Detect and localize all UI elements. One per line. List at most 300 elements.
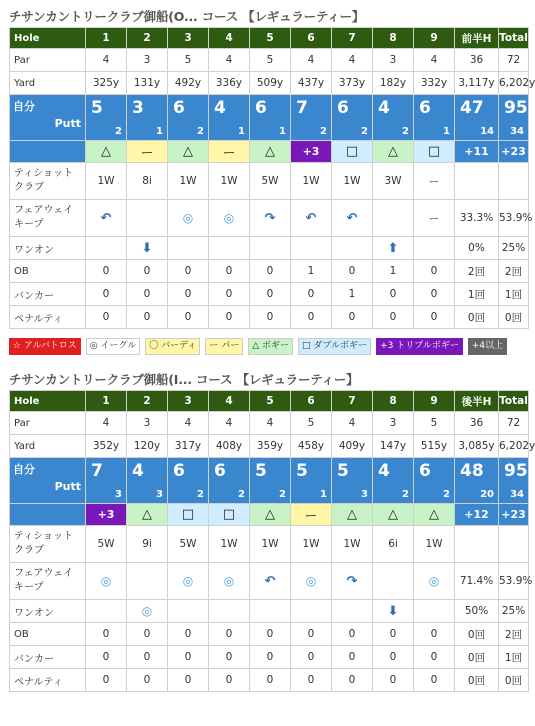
penalty-cell: 0 — [209, 669, 250, 692]
onon-cell-hole-6 — [332, 600, 373, 623]
half-strokes: 47 — [460, 98, 484, 118]
ob-cell: 0 — [209, 260, 250, 283]
score-cell — [127, 458, 168, 504]
bunker-cell: 0 — [127, 283, 168, 306]
half-fairway: 33.3% — [455, 200, 499, 237]
onon-row — [10, 237, 529, 260]
penalty-cell: 0 — [127, 669, 168, 692]
fairway-cell-hole-5 — [291, 200, 332, 237]
putts-value: 2 — [197, 126, 204, 137]
legend-item-par: ー パー — [205, 338, 243, 355]
hole-label: Hole — [10, 28, 86, 49]
fairway-cell-hole-0 — [86, 563, 127, 600]
total-par: 72 — [499, 412, 529, 435]
putts-value: 1 — [443, 126, 450, 137]
fairway-cell-hole-5 — [291, 563, 332, 600]
putts-value: 3 — [156, 489, 163, 500]
half-fairway: 71.4% — [455, 563, 499, 600]
total-tee — [499, 163, 529, 200]
strokes-value: 4 — [132, 461, 144, 481]
total-fairway: 53.9% — [499, 200, 529, 237]
ob-cell: 0 — [127, 623, 168, 646]
score-cell — [332, 458, 373, 504]
hole-number: 2 — [127, 28, 168, 49]
fairway-cell-hole-7 — [373, 200, 414, 237]
tee-row — [10, 163, 529, 200]
yard-cell: 409y — [332, 435, 373, 458]
hole-number: 7 — [332, 391, 373, 412]
legend-item-double: □ ダブルボギー — [298, 338, 371, 355]
onon-cell-hole-4 — [250, 600, 291, 623]
onon-cell-hole-4 — [250, 237, 291, 260]
strokes-value: 4 — [378, 98, 390, 118]
tee-club-cell: 1W — [332, 526, 373, 563]
half-bunker: 1回 — [455, 283, 499, 306]
fairway-cell-hole-1 — [127, 563, 168, 600]
onon-label: ワンオン — [10, 600, 86, 623]
par-cell: 5 — [291, 412, 332, 435]
penalty-cell: 0 — [127, 306, 168, 329]
score-cell — [86, 458, 127, 504]
legend-item-four_plus: +4以上 — [468, 338, 507, 355]
curve-right-arrow-icon: ↷ — [346, 573, 358, 589]
fairway-target-icon: ◎ — [305, 574, 317, 588]
par-cell: 4 — [414, 49, 455, 72]
result-cell-triple: +3 — [86, 504, 127, 526]
yard-cell: 458y — [291, 435, 332, 458]
ob-cell: 0 — [373, 623, 414, 646]
half-par: 36 — [455, 49, 499, 72]
total-putts: 34 — [510, 126, 524, 137]
tee-club-cell: 5W — [168, 526, 209, 563]
par-cell: 5 — [168, 49, 209, 72]
yard-cell: 147y — [373, 435, 414, 458]
fairway-cell-hole-4 — [250, 563, 291, 600]
ob-row — [10, 623, 529, 646]
strokes-value: 5 — [296, 461, 308, 481]
tee-club-cell: 1W — [209, 526, 250, 563]
onon-cell-hole-1 — [127, 600, 168, 623]
yard-cell: 359y — [250, 435, 291, 458]
hole-number: 5 — [250, 28, 291, 49]
penalty-row — [10, 306, 529, 329]
yard-cell: 437y — [291, 72, 332, 95]
par-cell: 4 — [332, 49, 373, 72]
half-onon: 0% — [455, 237, 499, 260]
par-cell: 3 — [127, 412, 168, 435]
putts-value: 2 — [197, 489, 204, 500]
yard-cell: 373y — [332, 72, 373, 95]
result-row — [10, 141, 529, 163]
hole-number: 7 — [332, 28, 373, 49]
hole-number: 8 — [373, 391, 414, 412]
strokes-value: 6 — [337, 98, 349, 118]
self-label: 自分 — [13, 100, 35, 113]
half-label: 前半H — [455, 28, 499, 49]
tee-club-cell: 1W — [209, 163, 250, 200]
penalty-cell: 0 — [332, 306, 373, 329]
bunker-cell: 0 — [291, 646, 332, 669]
tee-club-cell: 5W — [86, 526, 127, 563]
par-cell: 4 — [332, 412, 373, 435]
onon-cell-hole-7 — [373, 237, 414, 260]
tee-club-cell: 1W — [250, 526, 291, 563]
putts-value: 1 — [156, 126, 163, 137]
hole-number: 6 — [291, 28, 332, 49]
result-cell-par: ー — [127, 141, 168, 163]
total-bunker: 1回 — [499, 283, 529, 306]
result-cell-double: □ — [332, 141, 373, 163]
par-cell: 4 — [209, 412, 250, 435]
onon-cell-hole-0 — [86, 600, 127, 623]
course-title: チサンカントリークラブ御船(O... コース 【レギュラーティー】 — [9, 9, 365, 24]
putts-value: 2 — [443, 489, 450, 500]
ob-cell: 0 — [291, 623, 332, 646]
total-penalty: 0回 — [499, 306, 529, 329]
strokes-value: 6 — [419, 461, 431, 481]
tee-row — [10, 526, 529, 563]
tee-club-cell: 3W — [373, 163, 414, 200]
bunker-cell: 0 — [373, 283, 414, 306]
bunker-cell: 0 — [332, 646, 373, 669]
par-row — [10, 49, 529, 72]
penalty-cell: 0 — [250, 306, 291, 329]
yard-row — [10, 435, 529, 458]
onon-cell-hole-3 — [209, 600, 250, 623]
result-cell-double: □ — [168, 504, 209, 526]
fairway-cell-hole-3 — [209, 563, 250, 600]
tee-club-cell: 1W — [414, 526, 455, 563]
bunker-cell: 0 — [168, 283, 209, 306]
hole-label: Hole — [10, 391, 86, 412]
ob-cell: 0 — [209, 623, 250, 646]
bunker-row — [10, 646, 529, 669]
strokes-value: 3 — [132, 98, 144, 118]
strokes-value: 4 — [214, 98, 226, 118]
total-strokes: 95 — [504, 98, 528, 118]
half-par: 36 — [455, 412, 499, 435]
score-cell — [332, 95, 373, 141]
score-cell — [209, 95, 250, 141]
score-row — [10, 95, 529, 141]
par-cell: 4 — [86, 49, 127, 72]
par-cell: 4 — [250, 412, 291, 435]
score-cell — [209, 458, 250, 504]
total-strokes: 95 — [504, 461, 528, 481]
strokes-value: 5 — [337, 461, 349, 481]
bunker-row-label: バンカー — [10, 283, 86, 306]
strokes-value: 6 — [214, 461, 226, 481]
half-yard: 3,117y — [455, 72, 499, 95]
putts-value: 2 — [402, 489, 409, 500]
total-yard: 6,202y — [499, 435, 529, 458]
penalty-cell: 0 — [86, 306, 127, 329]
yard-row-label: Yard — [10, 72, 86, 95]
onon-label: ワンオン — [10, 237, 86, 260]
total-tee — [499, 526, 529, 563]
score-cell — [414, 95, 455, 141]
total-par: 72 — [499, 49, 529, 72]
curve-left-arrow-icon: ↶ — [346, 210, 358, 226]
penalty-row — [10, 669, 529, 692]
tee-club-cell: 5W — [250, 163, 291, 200]
yard-cell: 408y — [209, 435, 250, 458]
total-score-cell — [499, 458, 529, 504]
strokes-value: 5 — [91, 98, 103, 118]
half-strokes: 48 — [460, 461, 484, 481]
half-score-cell — [455, 458, 499, 504]
self-label-cell — [10, 95, 86, 141]
fairway-target-icon: ◎ — [182, 574, 194, 588]
tee-label: ティショット クラブ — [10, 163, 86, 200]
tee-club-cell: 1W — [291, 526, 332, 563]
score-cell — [373, 95, 414, 141]
curve-right-arrow-icon: ↷ — [264, 210, 276, 226]
ob-cell: 0 — [332, 623, 373, 646]
penalty-row-label: ペナルティ — [10, 669, 86, 692]
half-ob: 2回 — [455, 260, 499, 283]
fairway-cell-hole-0 — [86, 200, 127, 237]
putts-value: 2 — [115, 126, 122, 137]
par-cell: 4 — [291, 49, 332, 72]
fairway-target-icon: ◎ — [223, 574, 235, 588]
half-tee — [455, 163, 499, 200]
fairway-cell-hole-8 — [414, 563, 455, 600]
onon-cell-hole-7 — [373, 600, 414, 623]
ob-cell: 1 — [373, 260, 414, 283]
score-cell — [250, 95, 291, 141]
penalty-cell: 0 — [168, 306, 209, 329]
ob-cell: 0 — [250, 623, 291, 646]
penalty-cell: 0 — [291, 669, 332, 692]
result-cell-bogey: △ — [86, 141, 127, 163]
par-row — [10, 412, 529, 435]
result-cell-double: □ — [414, 141, 455, 163]
half-yard: 3,085y — [455, 435, 499, 458]
legend-item-birdie: 〇 バーディ — [145, 338, 200, 355]
penalty-cell: 0 — [168, 669, 209, 692]
result-label-cell — [10, 141, 86, 163]
fairway-cell-hole-7 — [373, 563, 414, 600]
fairway-target-icon: ◎ — [100, 574, 112, 588]
yard-cell: 515y — [414, 435, 455, 458]
penalty-row-label: ペナルティ — [10, 306, 86, 329]
total-penalty: 0回 — [499, 669, 529, 692]
ob-cell: 0 — [332, 260, 373, 283]
onon-cell-hole-2 — [168, 237, 209, 260]
yard-cell: 131y — [127, 72, 168, 95]
hole-number: 3 — [168, 28, 209, 49]
score-cell — [86, 95, 127, 141]
result-cell-bogey: △ — [250, 141, 291, 163]
curve-left-arrow-icon: ↶ — [264, 573, 276, 589]
strokes-value: 7 — [91, 461, 103, 481]
par-cell: 5 — [414, 412, 455, 435]
par-row-label: Par — [10, 49, 86, 72]
hole-number: 1 — [86, 28, 127, 49]
fairway-cell-hole-8: ー — [414, 200, 455, 237]
curve-left-arrow-icon: ↶ — [100, 210, 112, 226]
fairway-label: フェアウェイ キープ — [10, 563, 86, 600]
fairway-row — [10, 563, 529, 600]
hole-number: 9 — [414, 28, 455, 49]
total-ob: 2回 — [499, 260, 529, 283]
fairway-target-icon: ◎ — [182, 211, 194, 225]
result-cell-bogey: △ — [250, 504, 291, 526]
par-cell: 4 — [209, 49, 250, 72]
scorecard-table — [9, 27, 535, 329]
ob-cell: 0 — [414, 623, 455, 646]
result-cell-par: ー — [291, 504, 332, 526]
fairway-cell-hole-1 — [127, 200, 168, 237]
total-ob: 2回 — [499, 623, 529, 646]
strokes-value: 4 — [378, 461, 390, 481]
total-fairway: 53.9% — [499, 563, 529, 600]
down-arrow-icon: ⬇ — [141, 240, 153, 256]
ob-cell: 0 — [168, 623, 209, 646]
half-putts: 20 — [480, 489, 494, 500]
penalty-cell: 0 — [291, 306, 332, 329]
yard-cell: 332y — [414, 72, 455, 95]
legend-item-bogey: △ ボギー — [248, 338, 293, 355]
score-cell — [127, 95, 168, 141]
ob-cell: 0 — [414, 260, 455, 283]
ob-row-label: OB — [10, 260, 86, 283]
half-putts: 14 — [480, 126, 494, 137]
fairway-target-icon: ◎ — [428, 574, 440, 588]
putts-value: 2 — [279, 489, 286, 500]
yard-cell: 317y — [168, 435, 209, 458]
total-yard: 6,202y — [499, 72, 529, 95]
bunker-cell: 0 — [250, 646, 291, 669]
tee-club-cell: 1W — [86, 163, 127, 200]
fairway-row — [10, 200, 529, 237]
onon-cell-hole-5 — [291, 237, 332, 260]
strokes-value: 6 — [173, 461, 185, 481]
par-cell: 3 — [127, 49, 168, 72]
fairway-label: フェアウェイ キープ — [10, 200, 86, 237]
result-cell-bogey: △ — [127, 504, 168, 526]
onon-cell-hole-1 — [127, 237, 168, 260]
tee-club-cell: 9i — [127, 526, 168, 563]
result-cell-bogey: △ — [168, 141, 209, 163]
score-cell — [291, 95, 332, 141]
tee-club-cell: 1W — [332, 163, 373, 200]
half-bunker: 0回 — [455, 646, 499, 669]
ob-cell: 0 — [168, 260, 209, 283]
bunker-cell: 0 — [86, 283, 127, 306]
par-cell: 5 — [250, 49, 291, 72]
hole-number: 4 — [209, 28, 250, 49]
onon-cell-hole-3 — [209, 237, 250, 260]
fairway-cell-hole-4 — [250, 200, 291, 237]
self-label: 自分 — [13, 463, 35, 476]
putts-value: 2 — [320, 126, 327, 137]
putts-value: 1 — [238, 126, 245, 137]
hole-number: 4 — [209, 391, 250, 412]
result-cell-bogey: △ — [332, 504, 373, 526]
hole-number: 6 — [291, 391, 332, 412]
penalty-cell: 0 — [86, 669, 127, 692]
yard-cell: 509y — [250, 72, 291, 95]
onon-cell-hole-8 — [414, 237, 455, 260]
fairway-target-icon: ◎ — [141, 604, 153, 618]
penalty-cell: 0 — [332, 669, 373, 692]
ob-cell: 0 — [250, 260, 291, 283]
tee-club-cell: 8i — [127, 163, 168, 200]
legend-item-albatross: ☆ アルバトロス — [9, 338, 81, 355]
result-cell-bogey: △ — [373, 504, 414, 526]
bunker-cell: 0 — [291, 283, 332, 306]
yard-cell: 120y — [127, 435, 168, 458]
hole-number: 1 — [86, 391, 127, 412]
onon-row — [10, 600, 529, 623]
score-cell — [373, 458, 414, 504]
down-arrow-icon: ⬇ — [387, 603, 399, 619]
yard-cell: 492y — [168, 72, 209, 95]
penalty-cell: 0 — [414, 669, 455, 692]
strokes-value: 6 — [419, 98, 431, 118]
putts-value: 1 — [279, 126, 286, 137]
par-cell: 3 — [373, 412, 414, 435]
score-row — [10, 458, 529, 504]
total-onon: 25% — [499, 600, 529, 623]
total-result: +23 — [499, 141, 529, 163]
total-bunker: 1回 — [499, 646, 529, 669]
bunker-cell: 1 — [332, 283, 373, 306]
total-putts: 34 — [510, 489, 524, 500]
yard-row — [10, 72, 529, 95]
ob-cell: 0 — [86, 260, 127, 283]
hole-number: 2 — [127, 391, 168, 412]
putts-value: 2 — [361, 126, 368, 137]
total-score-cell — [499, 95, 529, 141]
course-title: チサンカントリークラブ御船(I... コース 【レギュラーティー】 — [9, 372, 359, 387]
onon-cell-hole-8 — [414, 600, 455, 623]
self-label-cell — [10, 458, 86, 504]
fairway-cell-hole-2 — [168, 563, 209, 600]
result-cell-par: ー — [209, 141, 250, 163]
tee-label: ティショット クラブ — [10, 526, 86, 563]
score-cell — [250, 458, 291, 504]
half-tee — [455, 526, 499, 563]
putts-value: 1 — [320, 489, 327, 500]
fairway-cell-hole-6 — [332, 563, 373, 600]
legend-item-eagle: ◎ イーグル — [86, 338, 140, 355]
onon-cell-hole-2 — [168, 600, 209, 623]
ob-cell: 1 — [291, 260, 332, 283]
bunker-row — [10, 283, 529, 306]
fairway-cell-hole-2 — [168, 200, 209, 237]
bunker-cell: 0 — [86, 646, 127, 669]
bunker-row-label: バンカー — [10, 646, 86, 669]
half-onon: 50% — [455, 600, 499, 623]
yard-cell: 336y — [209, 72, 250, 95]
par-cell: 4 — [86, 412, 127, 435]
yard-cell: 325y — [86, 72, 127, 95]
ob-row-label: OB — [10, 623, 86, 646]
putts-value: 3 — [115, 489, 122, 500]
bunker-cell: 0 — [209, 283, 250, 306]
score-cell — [168, 458, 209, 504]
total-onon: 25% — [499, 237, 529, 260]
hole-number: 3 — [168, 391, 209, 412]
fairway-cell-hole-3 — [209, 200, 250, 237]
tee-club-cell: 1W — [168, 163, 209, 200]
half-ob: 0回 — [455, 623, 499, 646]
legend — [9, 329, 535, 363]
score-cell — [168, 95, 209, 141]
